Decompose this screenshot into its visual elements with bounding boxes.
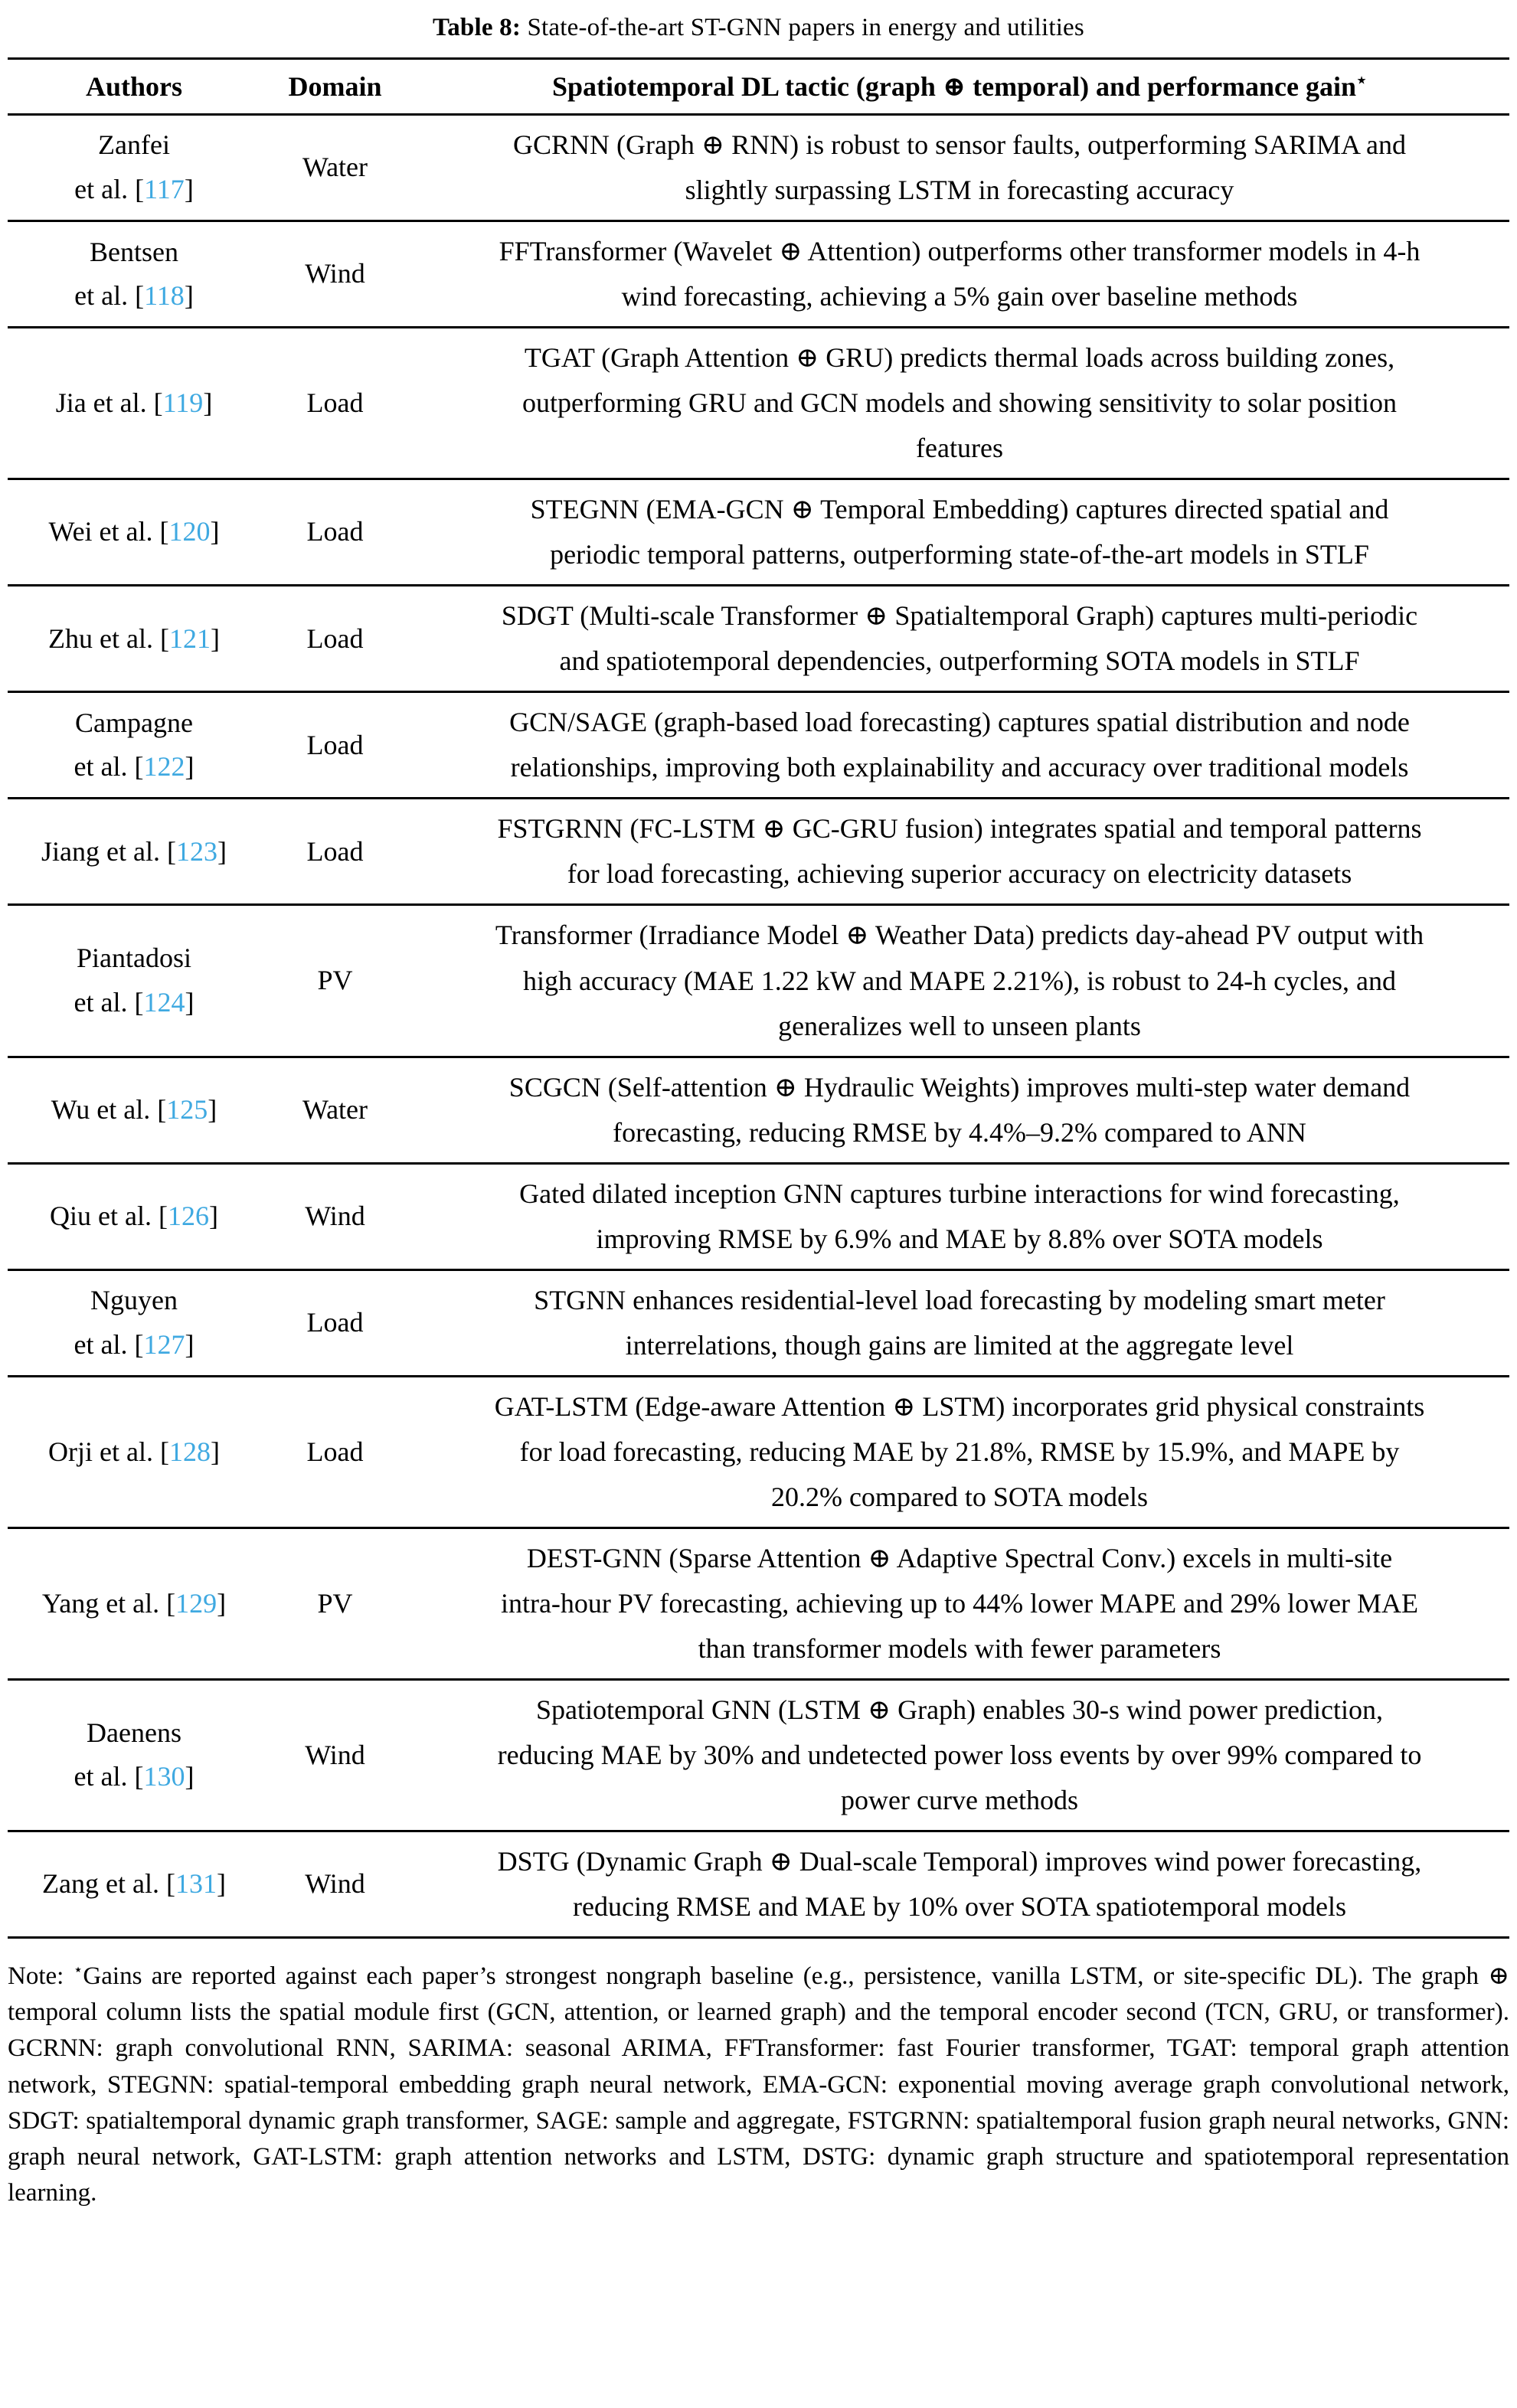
table-row (8, 799, 1509, 905)
tactic-cell (410, 1269, 1509, 1376)
citation-link[interactable]: 122 (143, 751, 185, 783)
table-header (8, 59, 1509, 115)
citation-link[interactable]: 121 (168, 622, 211, 654)
table-note (8, 1959, 1509, 2211)
author-cell (8, 328, 260, 479)
domain-cell: Wind (305, 1200, 365, 1231)
author-cell (8, 1376, 260, 1527)
table-row (8, 1376, 1509, 1527)
header-row (8, 59, 1509, 115)
table-row (8, 221, 1509, 328)
tactic-cell (410, 1057, 1509, 1163)
tactic-text: STEGNN (EMA-GCN ⊕ Temporal Embedding) captures directed spatial and periodic temporal patterns, outperforming state-of-the-art models in STLF (530, 494, 1389, 570)
table-row (8, 1163, 1509, 1269)
author-name: Nguyen et al. [127] (74, 1285, 195, 1360)
table-row (8, 1527, 1509, 1679)
author-name: Zanfei et al. [117] (74, 129, 194, 205)
citation-link[interactable]: 125 (166, 1093, 208, 1125)
tactic-cell (410, 1527, 1509, 1679)
note-body: Gains are reported against each paper’s strongest nongraph baseline (e.g., persistence, vanilla LSTM, or site-specific DL). The graph ⊕ temporal column lists the spatial module first (GCN, attention, or learned graph) and the temporal encoder second (TCN, GRU, or transformer). GCRNN: graph convolutional RNN, SARIMA: seasonal ARIMA, FFTransformer: fast Fourier transformer, TGAT: temporal graph attention network, STEGNN: spatial-temporal embedding graph neural network, EMA-GCN: exponential moving average graph convolutional network, SDGT: spatialtemporal dynamic graph transformer, SAGE: sample and aggregate, FSTGRNN: spatialtemporal fusion graph neural networks, GNN: graph neural network, GAT-LSTM: graph attention networks and LSTM, DSTG: dynamic graph structure and spatiotemporal representation learning. (8, 1962, 1509, 2207)
author-name: Wu et al. [125] (51, 1093, 217, 1125)
author-name: Jiang et al. [123] (41, 835, 227, 867)
citation-link[interactable]: 128 (168, 1436, 211, 1467)
table-row (8, 1679, 1509, 1831)
tactic-text: Gated dilated inception GNN captures turbine interactions for wind forecasting, improving RMSE by 6.9% and MAE by 8.8% over SOTA models (519, 1178, 1400, 1254)
domain-cell: Load (306, 622, 364, 654)
header-star: ⋆ (1356, 70, 1367, 90)
tactic-cell (410, 799, 1509, 905)
tactic-cell (410, 1376, 1509, 1527)
tactic-text: FFTransformer (Wavelet ⊕ Attention) outperforms other transformer models in 4-h wind forecasting, achieving a 5% gain over baseline methods (499, 236, 1421, 312)
tactic-text: GCN/SAGE (graph-based load forecasting) captures spatial distribution and node relationships, improving both explainability and accuracy over traditional models (509, 707, 1410, 783)
author-cell (8, 1269, 260, 1376)
table-row (8, 586, 1509, 692)
citation-link[interactable]: 118 (144, 280, 185, 312)
domain-cell: Load (306, 1306, 364, 1338)
domain-cell: Load (306, 1436, 364, 1467)
citation-link[interactable]: 124 (143, 987, 185, 1018)
author-cell (8, 1163, 260, 1269)
author-name: Yang et al. [129] (41, 1587, 227, 1619)
column-header-tactic (410, 59, 1509, 115)
citation-link[interactable]: 119 (162, 387, 204, 418)
tactic-cell (410, 586, 1509, 692)
table-caption-label: Table 8: (433, 14, 521, 41)
author-cell (8, 692, 260, 799)
author-cell (8, 586, 260, 692)
citation-link[interactable]: 126 (167, 1200, 209, 1231)
citation-link[interactable]: 127 (143, 1328, 185, 1360)
domain-cell: Water (302, 1093, 368, 1125)
tactic-text: GCRNN (Graph ⊕ RNN) is robust to sensor faults, outperforming SARIMA and slightly surpassing LSTM in forecasting accuracy (512, 129, 1407, 206)
author-name: Zang et al. [131] (42, 1868, 226, 1900)
domain-cell: PV (317, 965, 353, 996)
table-row (8, 1057, 1509, 1163)
author-name: Piantadosi et al. [124] (74, 943, 195, 1018)
tactic-cell (410, 1679, 1509, 1831)
table-row (8, 115, 1509, 221)
tactic-text: SDGT (Multi-scale Transformer ⊕ Spatialtemporal Graph) captures multi-periodic and spatiotemporal dependencies, outperforming SOTA models in STLF (501, 600, 1418, 677)
table-row (8, 1831, 1509, 1938)
tactic-text: SCGCN (Self-attention ⊕ Hydraulic Weights) improves multi-step water demand forecasting, reducing RMSE by 4.4%–9.2% compared to ANN (508, 1071, 1411, 1148)
author-name: Daenens et al. [130] (74, 1717, 195, 1792)
tactic-text: STGNN enhances residential-level load forecasting by modeling smart meter interrelations, though gains are limited at the aggregate level (534, 1284, 1385, 1361)
author-cell (8, 1679, 260, 1831)
table-row (8, 692, 1509, 799)
author-cell (8, 1831, 260, 1938)
author-cell (8, 799, 260, 905)
note-star: ⋆ (73, 1962, 83, 1979)
domain-cell: PV (317, 1587, 353, 1619)
author-cell (8, 905, 260, 1057)
domain-cell: Load (306, 387, 364, 418)
domain-cell: Load (306, 516, 364, 547)
citation-link[interactable]: 131 (175, 1868, 217, 1900)
column-header-authors: Authors (85, 71, 183, 102)
domain-cell: Load (306, 835, 364, 867)
table-row (8, 1269, 1509, 1376)
tactic-cell (410, 1831, 1509, 1938)
tactic-cell (410, 692, 1509, 799)
citation-link[interactable]: 129 (175, 1587, 217, 1619)
table-body (8, 115, 1509, 1938)
sota-table (8, 57, 1509, 1939)
author-name: Bentsen et al. [118] (74, 236, 194, 312)
author-name: Campagne et al. [122] (74, 707, 195, 783)
author-name: Zhu et al. [121] (48, 622, 220, 654)
citation-link[interactable]: 130 (143, 1761, 185, 1792)
citation-link[interactable]: 120 (168, 516, 211, 547)
tactic-cell (410, 905, 1509, 1057)
domain-cell: Wind (305, 1868, 365, 1900)
tactic-cell (410, 479, 1509, 586)
tactic-cell (410, 328, 1509, 479)
author-name: Qiu et al. [126] (50, 1200, 218, 1231)
tactic-cell (410, 221, 1509, 328)
tactic-text: DEST-GNN (Sparse Attention ⊕ Adaptive Spectral Conv.) excels in multi-site intra-hour PV forecasting, achieving up to 44% lower MAPE and 29% lower MAE than transformer models with fewer parameters (500, 1542, 1419, 1664)
table-row (8, 328, 1509, 479)
author-name: Orji et al. [128] (48, 1436, 220, 1467)
domain-cell: Water (302, 152, 368, 183)
author-name: Jia et al. [119] (55, 387, 213, 418)
author-cell (8, 1057, 260, 1163)
domain-cell: Wind (305, 1739, 365, 1770)
domain-cell: Load (306, 729, 364, 760)
table-caption (8, 14, 1509, 42)
tactic-text: Spatiotemporal GNN (LSTM ⊕ Graph) enables 30-s wind power prediction, reducing MAE by 30% and undetected power loss events by over 99% compared to power curve methods (497, 1694, 1422, 1815)
tactic-text: Transformer (Irradiance Model ⊕ Weather Data) predicts day-ahead PV output with high accuracy (MAE 1.22 kW and MAPE 2.21%), is robust to 24-h cycles, and generalizes well to unseen plants (495, 920, 1424, 1041)
note-prefix: Note: (8, 1962, 74, 1991)
author-cell (8, 479, 260, 586)
citation-link[interactable]: 117 (144, 174, 185, 205)
column-header-tactic-label: Spatiotemporal DL tactic (graph ⊕ temporal) and performance gain (551, 71, 1357, 102)
tactic-cell (410, 115, 1509, 221)
table-caption-text: State-of-the-art ST-GNN papers in energy and utilities (521, 14, 1084, 41)
domain-cell: Wind (305, 258, 365, 289)
column-header-domain: Domain (288, 71, 382, 102)
author-cell (8, 1527, 260, 1679)
tactic-text: FSTGRNN (FC-LSTM ⊕ GC-GRU fusion) integrates spatial and temporal patterns for load forecasting, achieving superior accuracy on electricity datasets (497, 813, 1422, 890)
tactic-text: DSTG (Dynamic Graph ⊕ Dual-scale Temporal) improves wind power forecasting, reducing RMSE and MAE by 10% over SOTA spatiotemporal models (497, 1846, 1422, 1923)
tactic-cell (410, 1163, 1509, 1269)
tactic-text: TGAT (Graph Attention ⊕ GRU) predicts thermal loads across building zones, outperforming GRU and GCN models and showing sensitivity to solar position features (522, 342, 1397, 464)
table-row (8, 479, 1509, 586)
citation-link[interactable]: 123 (175, 835, 217, 867)
tactic-text: GAT-LSTM (Edge-aware Attention ⊕ LSTM) incorporates grid physical constraints for load forecasting, reducing MAE by 21.8%, RMSE by 15.9%, and MAPE by 20.2% compared to SOTA models (494, 1390, 1425, 1512)
author-cell (8, 115, 260, 221)
author-cell (8, 221, 260, 328)
table-row (8, 905, 1509, 1057)
author-name: Wei et al. [120] (48, 516, 220, 547)
